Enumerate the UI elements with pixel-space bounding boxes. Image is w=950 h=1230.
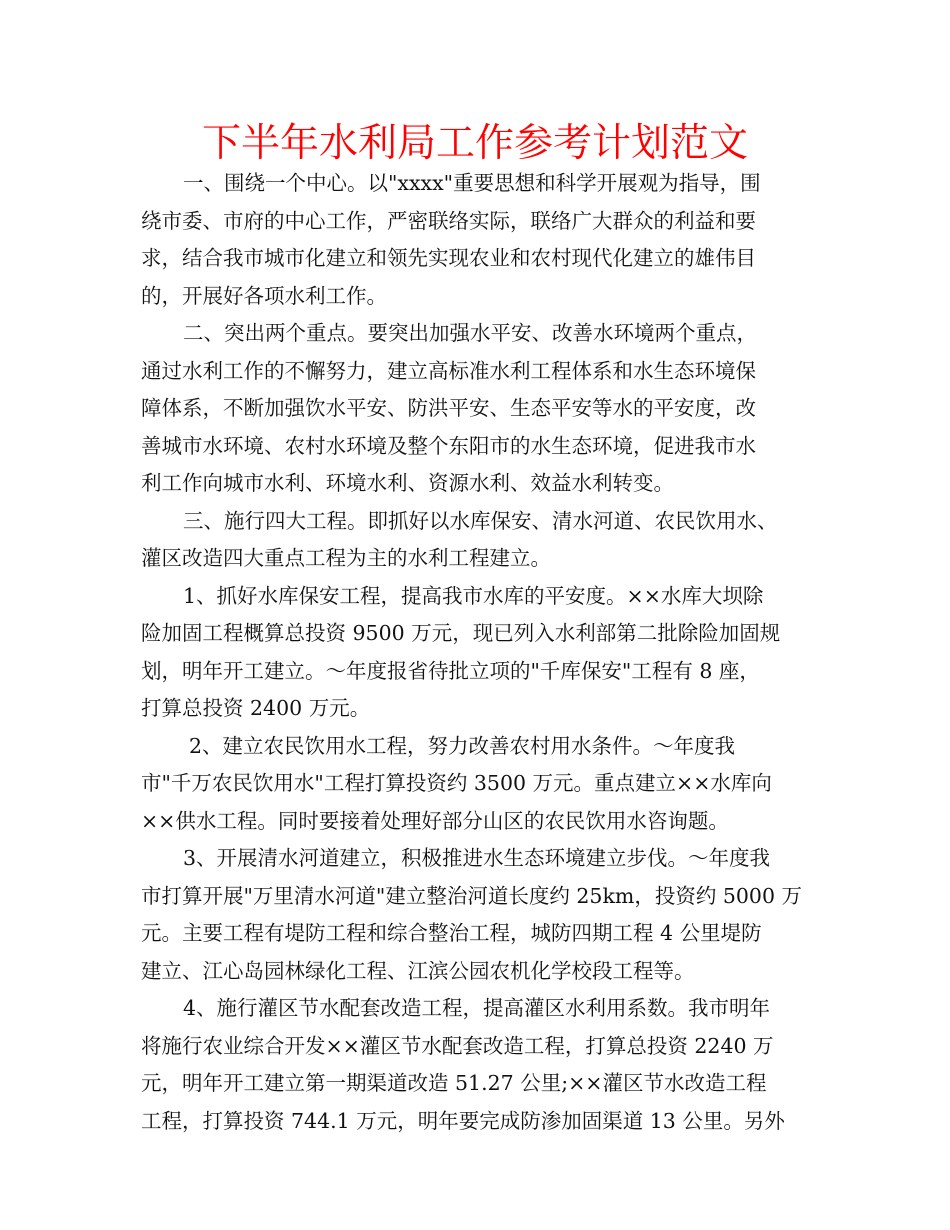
- paragraph: [141, 315, 815, 503]
- paragraph-line: 利工作向城市水利、环境水利、资源水利、效益水利转变。: [141, 471, 674, 495]
- paragraph-line: 二、突出两个重点。要突出加强水平安、改善水环境两个重点，: [183, 321, 757, 345]
- paragraph: [141, 990, 815, 1140]
- paragraph-line: 灌区改造四大重点工程为主的水利工程建立。: [141, 546, 551, 570]
- paragraph: [141, 165, 815, 315]
- paragraph-line: 的，开展好各项水利工作。: [141, 283, 387, 308]
- document-body: [141, 165, 815, 1140]
- paragraph-line: 3、开展清水河道建立，积极推进水生态环境建立步伐。～年度我: [183, 846, 771, 870]
- paragraph-line: 元，明年开工建立第一期渠道改造 51.27 公里;××灌区节水改造工程: [141, 1071, 767, 1095]
- paragraph: [141, 503, 815, 578]
- paragraph: [141, 578, 815, 728]
- paragraph-line: 将施行农业综合开发××灌区节水配套改造工程，打算总投资 2240 万: [141, 1033, 774, 1058]
- paragraph: [141, 840, 815, 990]
- paragraph-line: 求，结合我市城市化建立和领先实现农业和农村现代化建立的雄伟目: [141, 246, 756, 270]
- paragraph-line: 障体系，不断加强饮水平安、防洪平安、生态平安等水的平安度，改: [141, 396, 756, 420]
- paragraph-line: ××供水工程。同时要接着处理好部分山区的农民饮用水咨询题。: [141, 808, 729, 833]
- paragraph-line: 险加固工程概算总投资 9500 万元，现已列入水利部第二批除险加固规: [141, 621, 781, 645]
- paragraph: [141, 728, 815, 841]
- paragraph-line: 善城市水环境、农村水环境及整个东阳市的水生态环境，促进我市水: [141, 433, 756, 458]
- paragraph-line: 市"千万农民饮用水"工程打算投资约 3500 万元。重点建立××水库向: [141, 771, 772, 795]
- paragraph-line: 1、抓好水库保安工程，提高我市水库的平安度。××水库大坝除: [183, 583, 764, 608]
- paragraph-line: 一、围绕一个中心。以"xxxx"重要思想和科学开展观为指导，围: [183, 171, 761, 195]
- document-title: 下半年水利局工作参考计划范文: [201, 121, 748, 166]
- paragraph-line: 2、建立农民饮用水工程，努力改善农村用水条件。～年度我: [189, 733, 736, 758]
- paragraph-line: 划，明年开工建立。～年度报省待批立项的"千库保安"工程有 8 座，: [141, 658, 760, 683]
- paragraph-line: 打算总投资 2400 万元。: [141, 696, 371, 720]
- paragraph-line: 建立、江心岛园林绿化工程、江滨公园农机化学校段工程等。: [141, 958, 695, 983]
- paragraph-line: 通过水利工作的不懈努力，建立高标准水利工程体系和水生态环境保: [141, 358, 756, 383]
- paragraph-line: 三、施行四大工程。即抓好以水库保安、清水河道、农民饮用水、: [183, 508, 778, 533]
- paragraph-line: 4、施行灌区节水配套改造工程，提高灌区水利用系数。我市明年: [183, 996, 771, 1020]
- paragraph-line: 市打算开展"万里清水河道"建立整治河道长度约 25km，投资约 5000 万: [141, 883, 803, 908]
- paragraph-line: 元。主要工程有堤防工程和综合整治工程，城防四期工程 4 公里堤防: [141, 921, 762, 945]
- paragraph-line: 绕市委、市府的中心工作，严密联络实际，联络广大群众的利益和要: [141, 208, 756, 233]
- paragraph-line: 工程，打算投资 744.1 万元，明年要完成防渗加固渠道 13 公里。另外: [141, 1108, 785, 1133]
